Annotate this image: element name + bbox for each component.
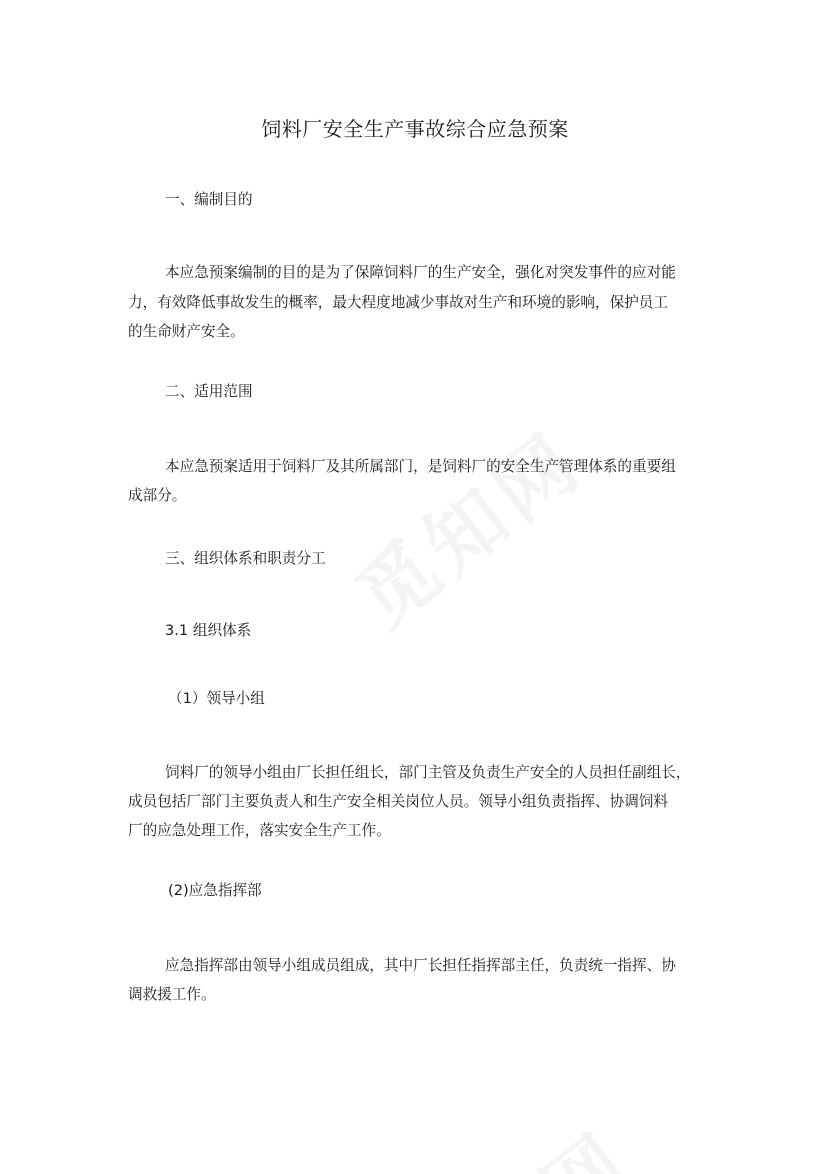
paragraph-line: 成部分。	[128, 487, 187, 504]
paragraph-line: 的生命财产安全。	[128, 323, 245, 340]
paragraph-line: 本应急预案编制的目的是为了保障饲料厂的生产安全，强化对突发事件的应对能	[165, 264, 676, 281]
section-heading: 二、适用范围	[165, 383, 253, 400]
paragraph-line: 应急指挥部由领导小组成员组成，其中厂长担任指挥部主任，负责统一指挥、协	[165, 957, 676, 974]
subsection-heading: 3.1 组织体系	[165, 622, 252, 639]
paragraph-line: 调救援工作。	[128, 986, 216, 1003]
watermark	[330, 401, 602, 648]
watermark	[380, 1101, 652, 1174]
paragraph-line: 成员包括厂部门主要负责人和生产安全相关岗位人员。领导小组负责指挥、协调饲料	[128, 793, 668, 810]
subsection-heading: (2)应急指挥部	[168, 882, 262, 899]
document-title: 饲料厂安全生产事故综合应急预案	[261, 117, 569, 141]
paragraph-line: 力，有效降低事故发生的概率，最大程度地减少事故对生产和环境的影响，保护员工	[128, 294, 668, 311]
paragraph-line: 本应急预案适用于饲料厂及其所属部门，是饲料厂的安全生产管理体系的重要组	[165, 458, 676, 475]
paragraph-line: 厂的应急处理工作，落实安全生产工作。	[128, 822, 391, 839]
subsection-heading: （1）领导小组	[168, 690, 265, 707]
section-heading: 一、编制目的	[165, 191, 253, 208]
section-heading: 三、组织体系和职责分工	[165, 550, 326, 567]
paragraph-line: 饲料厂的领导小组由厂长担任组长，部门主管及负责生产安全的人员担任副组长，	[165, 764, 691, 781]
